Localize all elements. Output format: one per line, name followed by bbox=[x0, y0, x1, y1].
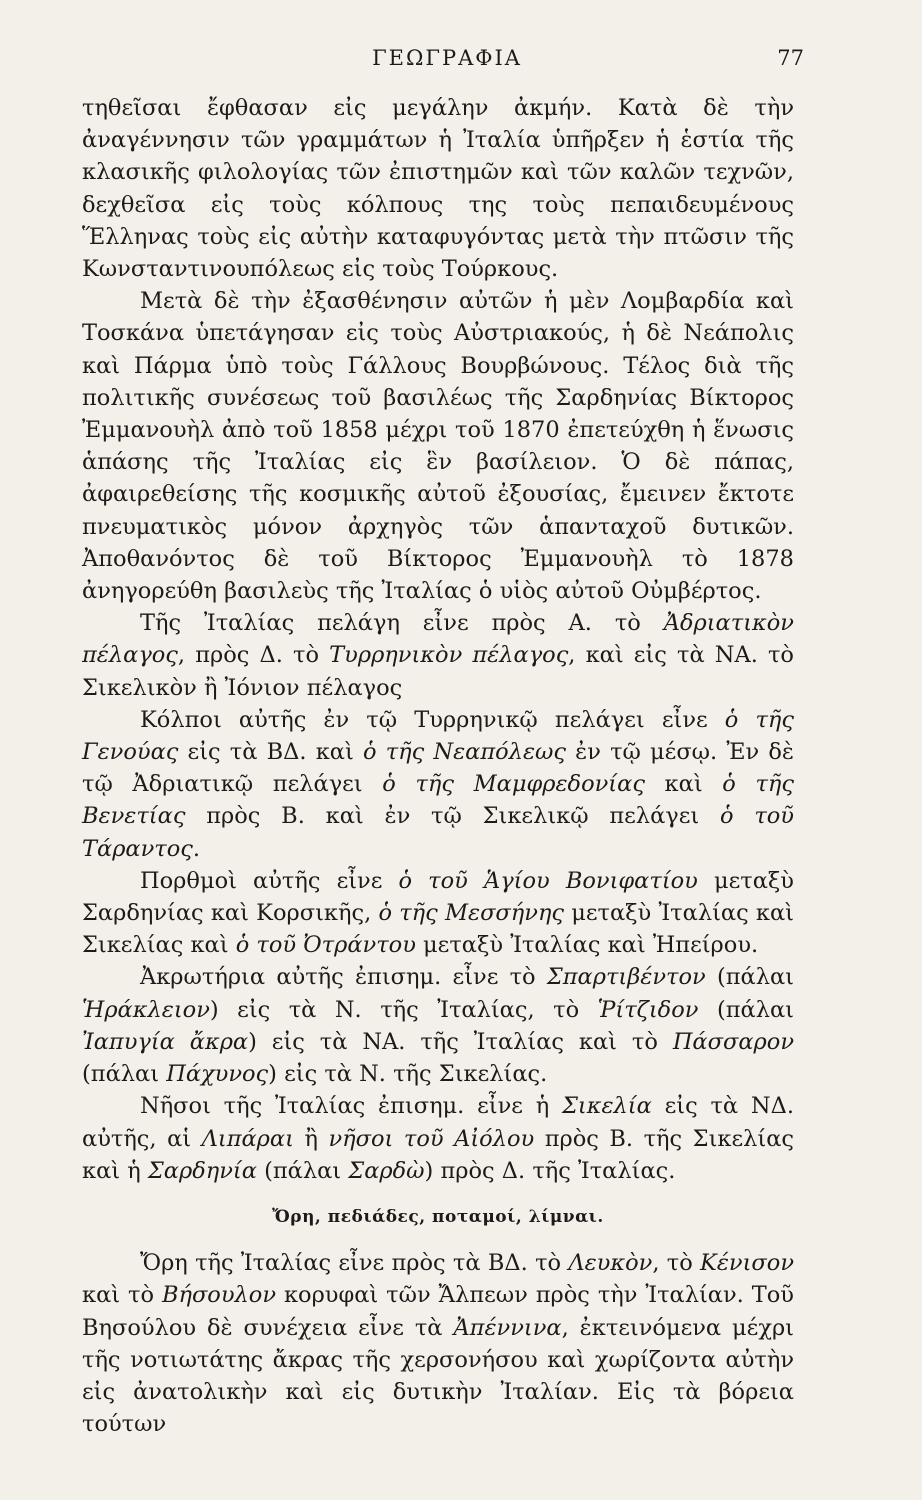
text-run: , τὸ bbox=[652, 1250, 701, 1277]
italic-text: Ἀπέννινα bbox=[453, 1314, 562, 1341]
italic-text: Ἀδριατικὸν πέλαγος bbox=[82, 610, 794, 669]
text-run: Πορθμοὶ αὐτῆς εἶνε bbox=[140, 867, 399, 894]
text-run: τηθεῖσαι ἔφθασαν εἰς μεγάλην ἀκμήν. Κατὰ δὲ τὴν ἀναγέννησιν τῶν γραμμάτων ἡ Ἰταλία ὑπῆρξεν ἡ ἑστία τῆς κλασικῆς φιλολογίας τῶν ἐπιστημῶν καὶ τῶν καλῶν τεχνῶν, δεχθεῖσα εἰς τοὺς κόλπους της τοὺς πεπαιδευμένους Ἕλληνας τοὺς εἰς αὐτὴν καταφυγόντας μετὰ τὴν πτῶσιν τῆς Κωνσταντινουπόλεως εἰς τοὺς Τούρκους. bbox=[82, 95, 794, 283]
page-header bbox=[90, 46, 804, 76]
text-run: (πάλαι bbox=[698, 996, 794, 1023]
italic-text: Λιπάραι bbox=[201, 1125, 294, 1152]
text-run: . bbox=[192, 835, 201, 862]
section-subheading: Ὄρη, πεδιάδες, ποταμοί, λίμναι. bbox=[272, 1206, 604, 1227]
italic-text: ὁ τοῦ Ἁγίου Βονιφατίου bbox=[398, 867, 698, 894]
italic-text: ὁ τῆς Γενούας bbox=[82, 706, 795, 766]
paragraph bbox=[82, 1090, 794, 1187]
italic-text: Τυρρηνικὸν πέλαγος bbox=[329, 642, 569, 669]
text-run: εἰς τὰ ΝΔ. αὐτῆς, αἱ bbox=[82, 1093, 794, 1152]
text-run: ) πρὸς Δ. τῆς Ἰταλίας. bbox=[424, 1157, 676, 1184]
text-run: , πρὸς Δ. τὸ bbox=[177, 642, 330, 669]
italic-text: ὁ τῆς Νεαπόλεως bbox=[362, 739, 566, 766]
page-body bbox=[82, 92, 794, 1440]
paragraph bbox=[82, 92, 794, 285]
paragraph bbox=[82, 961, 794, 1090]
text-run: πρὸς Β. καὶ ἐν τῷ Σικελικῷ πελάγει bbox=[185, 803, 720, 830]
text-run: Ἀκρωτήρια αὐτῆς ἐπισημ. εἶνε τὸ bbox=[140, 964, 547, 991]
text-run: (πάλαι bbox=[705, 964, 794, 991]
text-run: μεταξὺ Σαρδηνίας καὶ Κορσικῆς, bbox=[82, 867, 794, 927]
text-run: Κόλποι αὐτῆς ἐν τῷ Τυρρηνικῷ πελάγει εἶνε bbox=[140, 706, 725, 733]
paragraph bbox=[82, 865, 794, 962]
text-run: Μετὰ δὲ τὴν ἐξασθένησιν αὐτῶν ἡ μὲν Λομβαρδία καὶ Τοσκάνα ὑπετάγησαν εἰς τοὺς Αὐστριακούς, ἡ δὲ Νεάπολις καὶ Πάρμα ὑπὸ τοὺς Γάλλους Βουρβώνους. Τέλος διὰ τῆς πολιτικῆς συνέσεως τοῦ βασιλέως τῆς Σαρδηνίας Βίκτορος Ἐμμανουὴλ ἀπὸ τοῦ 1858 μέχρι τοῦ 1870 ἐπετεύχθη ἡ ἕνωσις ἁπάσης τῆς Ἰταλίας εἰς ἓν βασίλειον. Ὁ δὲ πάπας, ἀφαιρεθείσης τῆς κοσμικῆς αὐτοῦ ἐξουσίας, ἔμεινεν ἔκτοτε πνευματικὸς μόνον ἀρχηγὸς τῶν ἁπανταχοῦ δυτικῶν. Ἀποθανόντος δὲ τοῦ Βίκτορος Ἐμμανουὴλ τὸ 1878 ἀνηγορεύθη βασιλεὺς τῆς Ἰταλίας ὁ υἱὸς αὐτοῦ Οὐμβέρτος. bbox=[82, 288, 794, 605]
text-run: μεταξὺ Ἰταλίας καὶ Ἠπείρου. bbox=[415, 932, 759, 959]
italic-text: Ἡράκλειον bbox=[82, 996, 210, 1023]
text-run: , καὶ εἰς τὰ ΝΑ. τὸ Σικελικὸν ἢ Ἰόνιον πέλαγος bbox=[82, 642, 794, 701]
italic-text: ὁ τῆς Μεσσήνης bbox=[378, 900, 565, 927]
italic-text: Πάχυνος bbox=[166, 1061, 269, 1088]
text-run: καὶ bbox=[644, 771, 723, 798]
text-run: ) εἰς τὰ Ν. τῆς Σικελίας. bbox=[268, 1061, 548, 1088]
italic-text: Σικελία bbox=[561, 1093, 652, 1120]
italic-text: Πάσσαρον bbox=[672, 1028, 794, 1055]
paragraph bbox=[82, 285, 794, 607]
text-run: Νῆσοι τῆς Ἰταλίας ἐπισημ. εἶνε ἡ bbox=[140, 1093, 562, 1120]
text-run: Τῆς Ἰταλίας πελάγη εἶνε πρὸς Α. τὸ bbox=[140, 610, 664, 637]
italic-text: Βήσουλον bbox=[161, 1282, 277, 1309]
text-run: ) εἰς τὰ ΝΑ. τῆς Ἰταλίας καὶ τὸ bbox=[248, 1028, 673, 1055]
paragraphs-after bbox=[82, 1247, 794, 1440]
italic-text: Κένισον bbox=[700, 1250, 794, 1277]
text-run: πρὸς Β. τῆς Σικελίας καὶ ἡ bbox=[82, 1125, 794, 1184]
text-run: , ἐκτεινόμενα μέχρι τῆς νοτιωτάτης ἄκρας τῆς χερσονήσου καὶ χωρίζοντα αὐτὴν εἰς ἀνατολικὴν καὶ εἰς δυτικὴν Ἰταλίαν. Εἰς τὰ βόρεια τούτων bbox=[82, 1314, 794, 1438]
paragraphs-before bbox=[82, 92, 794, 1187]
running-title: ΓΕΩΓΡΑΦΙΑ bbox=[372, 46, 522, 70]
text-run: καὶ τὸ bbox=[82, 1282, 162, 1309]
italic-text: ὁ τοῦ Ὀτράντου bbox=[235, 932, 416, 959]
italic-text: νῆσοι τοῦ Αἰόλου bbox=[328, 1125, 535, 1152]
italic-text: Ἰαπυγία ἄκρα bbox=[82, 1028, 249, 1055]
paragraph bbox=[82, 1247, 794, 1440]
text-run: (πάλαι bbox=[256, 1157, 349, 1184]
italic-text: Ῥίτζιδον bbox=[597, 996, 699, 1023]
italic-text: ὁ τῆς Μαμφρεδονίας bbox=[382, 771, 645, 798]
text-run: κορυφαὶ τῶν Ἄλπεων πρὸς τὴν Ἰταλίαν. Τοῦ Βησούλου δὲ συνέχεια εἶνε τὰ bbox=[82, 1282, 794, 1341]
text-run: εἰς τὰ ΒΔ. καὶ bbox=[178, 739, 363, 766]
italic-text: Σπαρτιβέντον bbox=[546, 964, 706, 991]
text-run: (πάλαι bbox=[82, 1061, 167, 1088]
italic-text: Σαρδηνία bbox=[147, 1157, 257, 1184]
text-run: ἢ bbox=[293, 1125, 329, 1152]
text-run: Ὄρη τῆς Ἰταλίας εἶνε πρὸς τὰ ΒΔ. τὸ bbox=[140, 1250, 569, 1277]
paragraph bbox=[82, 704, 794, 865]
paragraph bbox=[82, 607, 794, 704]
italic-text: ὁ τοῦ Τάραντος bbox=[82, 803, 794, 862]
text-run: μεταξὺ Ἰταλίας καὶ Σικελίας καὶ bbox=[82, 900, 794, 959]
page-number: 77 bbox=[777, 46, 804, 70]
text-run: ) εἰς τὰ Ν. τῆς Ἰταλίας, τὸ bbox=[209, 996, 598, 1023]
italic-text: Σαρδὼ bbox=[348, 1157, 425, 1184]
text-run: ἐν τῷ μέσῳ. Ἐν δὲ τῷ Ἀδριατικῷ πελάγει bbox=[82, 739, 795, 798]
italic-text: ὁ τῆς Βενετίας bbox=[82, 771, 794, 830]
italic-text: Λευκὸν bbox=[568, 1250, 653, 1277]
